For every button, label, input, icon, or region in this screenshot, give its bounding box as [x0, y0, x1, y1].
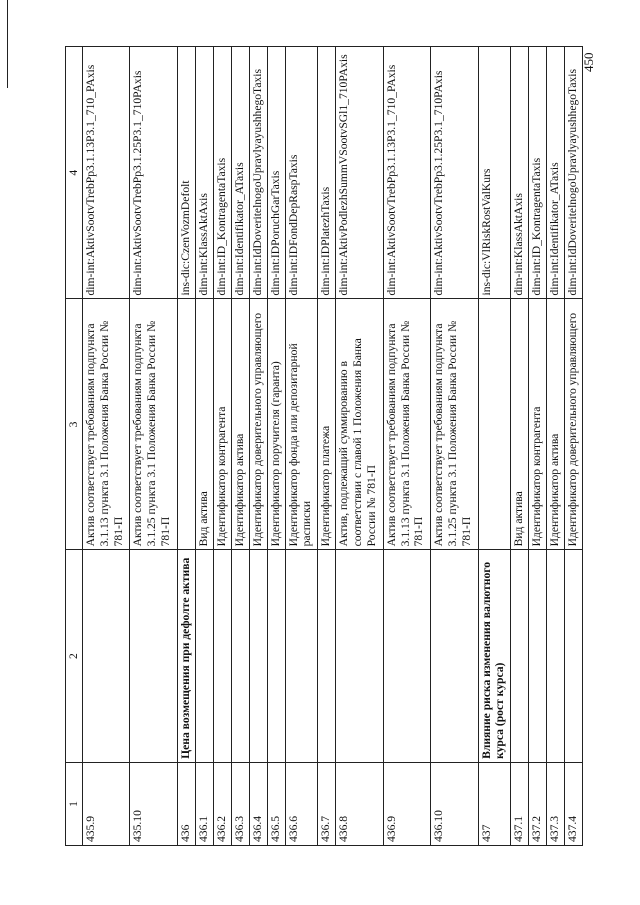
row-name-cell — [529, 550, 547, 763]
document-table — [65, 46, 583, 846]
table-row — [213, 47, 231, 846]
row-description-cell: Идентификатор контрагента — [529, 299, 547, 550]
row-number-cell: 436.6 — [285, 762, 318, 845]
table-row — [529, 47, 547, 846]
row-description-cell: Актив соответствует требованиям подпункта 3.1.25 пункта 3.1 Положения Банка России № 781-П — [431, 299, 478, 550]
row-code-cell: dim-int:ID_KontragentaTaxis — [213, 47, 231, 300]
table-row — [177, 47, 195, 846]
header-cell: 4 — [66, 47, 83, 300]
row-number-cell: 437.2 — [529, 762, 547, 845]
row-description-cell: Идентификатор поручителя (гаранта) — [267, 299, 285, 550]
row-code-cell: dim-int:Identifikator_ATaxis — [231, 47, 249, 300]
row-code-cell: dim-int:IdDoveritelnogoUpravlyayushhegoTaxis — [565, 47, 583, 300]
row-number-cell: 437.3 — [547, 762, 565, 845]
row-number-cell: 436.4 — [249, 762, 267, 845]
header-cell: 1 — [66, 762, 83, 845]
row-description-cell: Актив соответствует требованиям подпункта 3.1.13 пункта 3.1 Положения Банка России № 781-П — [383, 299, 430, 550]
table-row — [267, 47, 285, 846]
row-name-cell — [213, 550, 231, 763]
row-name-cell — [83, 550, 130, 763]
row-number-cell: 436 — [177, 762, 195, 845]
row-name-cell — [318, 550, 336, 763]
row-description-cell: Актив, подлежащий суммированию в соответствии с главой 1 Положения Банка России № 781-П — [336, 299, 383, 550]
row-number-cell: 436.5 — [267, 762, 285, 845]
row-number-cell: 436.1 — [195, 762, 213, 845]
row-description-cell: Актив соответствует требованиям подпункта 3.1.25 пункта 3.1 Положения Банка России № 781-П — [130, 299, 177, 550]
row-code-cell: dim-int:Identifikator_ATaxis — [547, 47, 565, 300]
row-code-cell: ins-dic:VlRiskRostValKurs — [478, 47, 511, 300]
row-number-cell: 436.10 — [431, 762, 478, 845]
row-number-cell: 437.4 — [565, 762, 583, 845]
table-row — [195, 47, 213, 846]
table-row — [336, 47, 383, 846]
row-code-cell: dim-int:AktivSootvTrebPp3.1.25P3.1_710PAxis — [130, 47, 177, 300]
header-cell: 2 — [66, 550, 83, 763]
margin-line — [7, 0, 8, 88]
table-row — [478, 47, 511, 846]
row-number-cell: 436.3 — [231, 762, 249, 845]
row-number-cell: 435.9 — [83, 762, 130, 845]
header-cell: 3 — [66, 299, 83, 550]
table-row — [130, 47, 177, 846]
row-code-cell: dim-int:KlassAktAxis — [511, 47, 529, 300]
row-code-cell: dim-int:AktivPodlezhSummVSootvSGl1_710PAxis — [336, 47, 383, 300]
row-description-cell: Идентификатор контрагента — [213, 299, 231, 550]
row-description-cell: Идентификатор доверительного управляющего — [249, 299, 267, 550]
row-description-cell: Актив соответствует требованиям подпункта 3.1.13 пункта 3.1 Положения Банка России № 781-П — [83, 299, 130, 550]
row-code-cell: dim-int:IdDoveritelnogoUpravlyayushhegoTaxis — [249, 47, 267, 300]
table-row — [511, 47, 529, 846]
row-description-cell: Идентификатор фонда или депозитарной расписки — [285, 299, 318, 550]
row-code-cell: dim-int:ID_KontragentaTaxis — [529, 47, 547, 300]
row-name-cell — [249, 550, 267, 763]
row-code-cell: dim-int:AktivSootvTrebPp3.1.25P3.1_710PAxis — [431, 47, 478, 300]
row-name-cell — [547, 550, 565, 763]
table-row — [565, 47, 583, 846]
row-number-cell: 437.1 — [511, 762, 529, 845]
table-header-row — [66, 47, 83, 846]
row-code-cell: dim-int:IDFondDepRaspTaxis — [285, 47, 318, 300]
row-number-cell: 436.8 — [336, 762, 383, 845]
row-name-cell — [431, 550, 478, 763]
table-row — [83, 47, 130, 846]
row-number-cell: 437 — [478, 762, 511, 845]
row-code-cell: ins-dic:CzenVozmDefolt — [177, 47, 195, 300]
row-name-cell — [195, 550, 213, 763]
table-row — [383, 47, 430, 846]
row-number-cell: 436.7 — [318, 762, 336, 845]
row-code-cell: dim-int:IDPlatezhTaxis — [318, 47, 336, 300]
row-code-cell: dim-int:AktivSootvTrebPp3.1.13P3.1_710_PAxis — [383, 47, 430, 300]
table-row — [249, 47, 267, 846]
row-name-cell: Влияние риска изменения валютного курса (рост курса) — [478, 550, 511, 763]
row-code-cell: dim-int:IDPoruchGarTaxis — [267, 47, 285, 300]
row-name-cell: Цена возмещения при дефолте актива — [177, 550, 195, 763]
row-number-cell: 436.2 — [213, 762, 231, 845]
row-name-cell — [267, 550, 285, 763]
row-name-cell — [383, 550, 430, 763]
table-row — [431, 47, 478, 846]
row-description-cell: Идентификатор актива — [547, 299, 565, 550]
row-number-cell: 435.10 — [130, 762, 177, 845]
row-description-cell: Вид актива — [511, 299, 529, 550]
row-description-cell: Вид актива — [195, 299, 213, 550]
row-description-cell: Идентификатор доверительного управляющего — [565, 299, 583, 550]
page-number: 450 — [581, 52, 596, 72]
table-row — [231, 47, 249, 846]
row-code-cell: dim-int:AktivSootvTrebPp3.1.13P3.1_710_PAxis — [83, 47, 130, 300]
row-name-cell — [511, 550, 529, 763]
row-name-cell — [285, 550, 318, 763]
table-row — [547, 47, 565, 846]
table-row — [285, 47, 318, 846]
row-name-cell — [130, 550, 177, 763]
row-name-cell — [565, 550, 583, 763]
row-name-cell — [231, 550, 249, 763]
row-code-cell: dim-int:KlassAktAxis — [195, 47, 213, 300]
row-description-cell: Идентификатор платежа — [318, 299, 336, 550]
row-number-cell: 436.9 — [383, 762, 430, 845]
row-description-cell: Идентификатор актива — [231, 299, 249, 550]
row-name-cell — [336, 550, 383, 763]
row-description-cell — [177, 299, 195, 550]
table-row — [318, 47, 336, 846]
row-description-cell — [478, 299, 511, 550]
